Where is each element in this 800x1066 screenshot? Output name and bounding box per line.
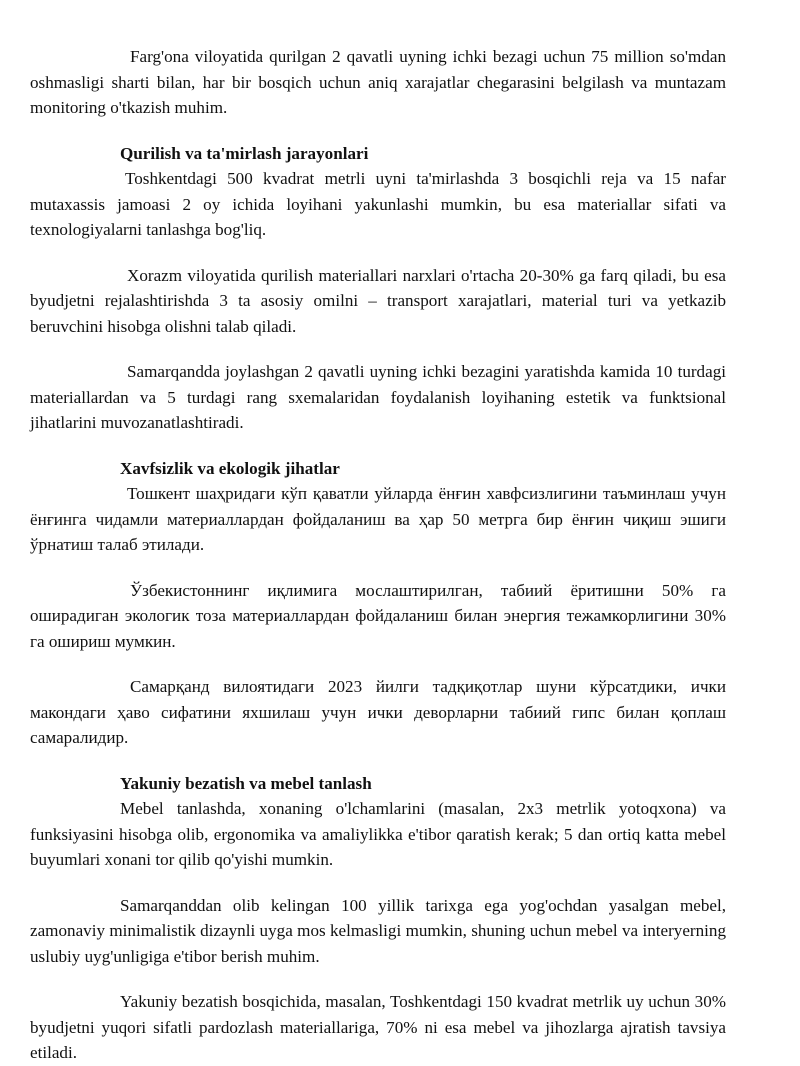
construction-paragraph-1: Toshkentdagi 500 kvadrat metrli uyni ta'mirlashda 3 bosqichli reja va 15 nafar mutaxassis jamoasi 2 oy ichida loyihani yakunlashi mumkin, bu esa materiallar sifati va texnologiyalarni tanlashga bog'liq. [30, 169, 726, 239]
safety-paragraph-1: Тошкент шаҳридаги кўп қаватли уйларда ёнғин хавфсизлигини таъминлаш учун ёнғинга чидамли материаллардан фойдаланиш ва ҳар 50 метрга бир ёнғин чиқиш эшиги ўрнатиш талаб этилади. [30, 484, 726, 554]
intro-paragraph: Farg'ona viloyatida qurilgan 2 qavatli uyning ichki bezagi uchun 75 million so'mdan oshmasligi sharti bilan, har bir bosqich uchun aniq xarajatlar chegarasini belgilash va muntazam monitoring o'tkazish muhim. [30, 47, 726, 117]
safety-paragraph-3: Самарқанд вилоятидаги 2023 йилги тадқиқотлар шуни кўрсатдики, ички макондаги ҳаво сифатини яхшилаш учун ички деворларни табиий гипс билан қоплаш самаралидир. [30, 677, 726, 747]
finishing-paragraph-3: Yakuniy bezatish bosqichida, masalan, Toshkentdagi 150 kvadrat metrlik uy uchun 30% byudjetni yuqori sifatli pardozlash materiallariga, 70% ni esa mebel va jihozlarga ajratish tavsiya etiladi. [30, 992, 726, 1062]
finishing-paragraph-1: Mebel tanlashda, xonaning o'lchamlarini (masalan, 2x3 metrlik yotoqxona) va funksiyasini hisobga olib, ergonomika va amaliylikka e'tibor qaratish kerak; 5 dan ortiq katta mebel buyumlari xonani tor qilib qo'yishi mumkin. [30, 799, 726, 869]
construction-heading: Qurilish va ta'mirlash jarayonlari [120, 143, 369, 163]
document-page [30, 44, 726, 1066]
finishing-heading: Yakuniy bezatish va mebel tanlash [120, 773, 372, 793]
construction-paragraph-3: Samarqandda joylashgan 2 qavatli uyning ichki bezagini yaratishda kamida 10 turdagi materiallardan va 5 turdagi rang sxemalaridan foydalanish loyihaning estetik va funktsional jihatlarini muvozanatlashtiradi. [30, 362, 726, 432]
safety-heading: Xavfsizlik va ekologik jihatlar [120, 458, 340, 478]
safety-paragraph-2: Ўзбекистоннинг иқлимига мослаштирилган, табиий ёритишни 50% га оширадиган экологик тоза материаллардан фойдаланиш билан энергия тежамкорлигини 30% га ошириш мумкин. [30, 580, 726, 651]
finishing-paragraph-2: Samarqanddan olib kelingan 100 yillik tarixga ega yog'ochdan yasalgan mebel, zamonaviy minimalistik dizaynli uyga mos kelmasligi mumkin, shuning uchun mebel va interyerning uslubiy uyg'unligiga e'tibor berish muhim. [30, 895, 726, 966]
construction-paragraph-2: Xorazm viloyatida qurilish materiallari narxlari o'rtacha 20-30% ga farq qiladi, bu esa byudjetni rejalashtirishda 3 ta asosiy omilni – transport xarajatlari, material turi va yetkazib beruvchini hisobga olishni talab qiladi. [30, 265, 726, 336]
